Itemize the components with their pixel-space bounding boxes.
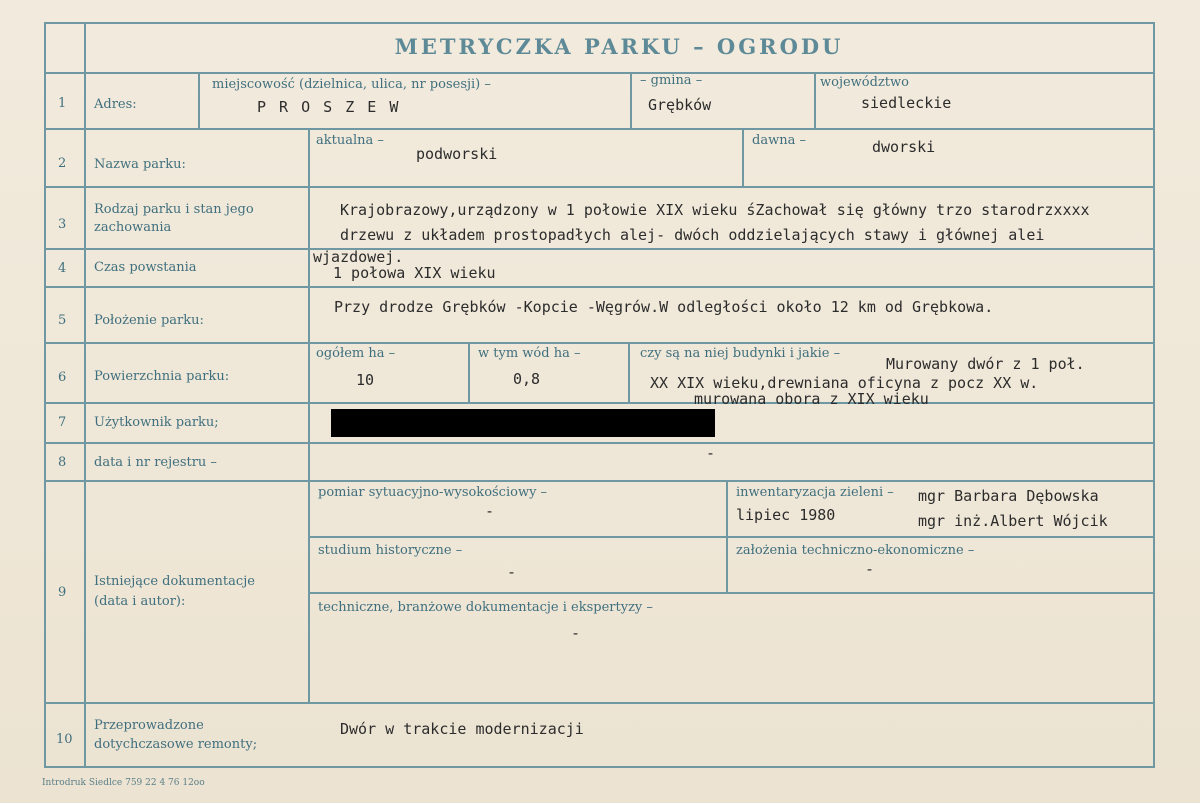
buildings-label: czy są na niej budynki i jakie – xyxy=(640,346,841,361)
row-divider xyxy=(308,536,1155,538)
water-area-value: 0,8 xyxy=(513,370,541,388)
row-number: 10 xyxy=(56,732,73,747)
row-divider xyxy=(44,342,1155,344)
form-title: METRYCZKA PARKU – OGRODU xyxy=(394,34,844,59)
voivodeship-value: siedleckie xyxy=(861,94,952,112)
row-number: 5 xyxy=(58,313,67,328)
row-number: 7 xyxy=(58,415,67,430)
row-divider xyxy=(44,442,1155,444)
tech-econ-label: założenia techniczno-ekonomiczne – xyxy=(736,543,975,558)
creation-time-value: 1 połowa XIX wieku xyxy=(333,264,496,282)
greenery-date: lipiec 1980 xyxy=(736,506,836,524)
registry-value: - xyxy=(706,444,716,462)
redacted-user-name xyxy=(331,409,715,437)
survey-label: pomiar sytuacyjno-wysokościowy – xyxy=(318,485,548,500)
greenery-label: inwentaryzacja zieleni – xyxy=(736,485,894,500)
printer-imprint: Introdruk Siedlce 759 22 4 76 12oo xyxy=(42,778,205,788)
row-divider xyxy=(44,72,1155,74)
buildings-line3: murowana obora z XIX wieku xyxy=(694,390,929,408)
voivodeship-label: województwo xyxy=(820,75,909,90)
row-divider xyxy=(44,402,1155,404)
survey-value: - xyxy=(485,502,495,520)
gmina-label: – gmina – xyxy=(640,73,703,88)
current-name-value: podworski xyxy=(416,145,498,163)
row-label-documentation: Istniejące dokumentacje xyxy=(94,574,255,589)
row-number: 1 xyxy=(58,96,67,111)
technical-label: techniczne, branżowe dokumentacje i ekspertyzy – xyxy=(318,600,653,615)
former-name-value: dworski xyxy=(872,138,936,156)
current-name-label: aktualna – xyxy=(316,133,384,148)
frame-top xyxy=(44,22,1155,24)
row-label-creation-time: Czas powstania xyxy=(94,260,197,275)
tech-econ-value: - xyxy=(865,560,875,578)
historical-value: - xyxy=(507,563,517,581)
former-name-label: dawna – xyxy=(752,133,806,148)
row-label-park-name: Nazwa parku: xyxy=(94,157,186,172)
frame-bottom xyxy=(44,766,1155,768)
row-divider xyxy=(44,286,1155,288)
frame-left xyxy=(44,22,46,768)
row-divider xyxy=(44,186,1155,188)
row-label-user: Użytkownik parku; xyxy=(94,415,219,430)
locality-value: P R O S Z E W xyxy=(257,98,401,116)
row-divider xyxy=(44,128,1155,130)
greenery-author2: mgr inż.Albert Wójcik xyxy=(918,512,1108,530)
park-type-line3: wjazdowej. xyxy=(313,248,404,266)
row-number: 6 xyxy=(58,370,67,385)
total-area-label: ogółem ha – xyxy=(316,346,396,361)
locality-label: miejscowość (dzielnica, ulica, nr posesji) – xyxy=(212,77,491,92)
row-number: 2 xyxy=(58,156,67,171)
location-value: Przy drodze Grębków -Kopcie -Węgrów.W odległości około 12 km od Grębkowa. xyxy=(334,298,994,316)
column-divider xyxy=(742,128,744,188)
buildings-line2: XX XIX wieku,drewniana oficyna z pocz XX w. xyxy=(650,374,1039,392)
row-number: 9 xyxy=(58,585,67,600)
row-label-repairs-cont: dotychczasowe remonty; xyxy=(94,737,258,752)
frame-right xyxy=(1153,22,1155,768)
gmina-value: Grębków xyxy=(648,96,712,114)
frame-number-column xyxy=(84,22,86,768)
column-divider xyxy=(814,72,816,130)
row-divider xyxy=(44,248,1155,250)
row-divider xyxy=(308,592,1155,594)
greenery-author1: mgr Barbara Dębowska xyxy=(918,487,1099,505)
column-divider xyxy=(628,342,630,404)
technical-value: - xyxy=(571,624,581,642)
row-number: 3 xyxy=(58,217,67,232)
buildings-line1: Murowany dwór z 1 poł. xyxy=(886,355,1085,373)
row-label-area: Powierzchnia parku: xyxy=(94,369,230,384)
row-label-location: Położenie parku: xyxy=(94,313,204,328)
park-type-line1: Krajobrazowy,urządzony w 1 połowie XIX wieku śZachował się główny trzo starodrzxxxx xyxy=(340,201,1090,219)
column-divider xyxy=(726,480,728,594)
column-divider xyxy=(308,128,310,704)
row-label-registry: data i nr rejestru – xyxy=(94,455,217,470)
row-number: 8 xyxy=(58,455,67,470)
column-divider xyxy=(468,342,470,404)
repairs-value: Dwór w trakcie modernizacji xyxy=(340,720,584,738)
water-area-label: w tym wód ha – xyxy=(478,346,581,361)
column-divider xyxy=(630,72,632,130)
historical-label: studium historyczne – xyxy=(318,543,463,558)
total-area-value: 10 xyxy=(356,371,375,389)
row-label-park-type-cont: zachowania xyxy=(94,220,172,235)
row-label-repairs: Przeprowadzone xyxy=(94,718,204,733)
row-divider xyxy=(44,480,1155,482)
row-divider xyxy=(44,702,1155,704)
column-divider xyxy=(198,72,200,130)
row-number: 4 xyxy=(58,261,67,276)
row-label-documentation-cont: (data i autor): xyxy=(94,594,186,609)
park-type-line2: drzewu z układem prostopadłych alej- dwóch oddzielających stawy i głównej alei xyxy=(340,226,1045,244)
row-label-address: Adres: xyxy=(94,97,137,112)
row-label-park-type: Rodzaj parku i stan jego xyxy=(94,202,254,217)
